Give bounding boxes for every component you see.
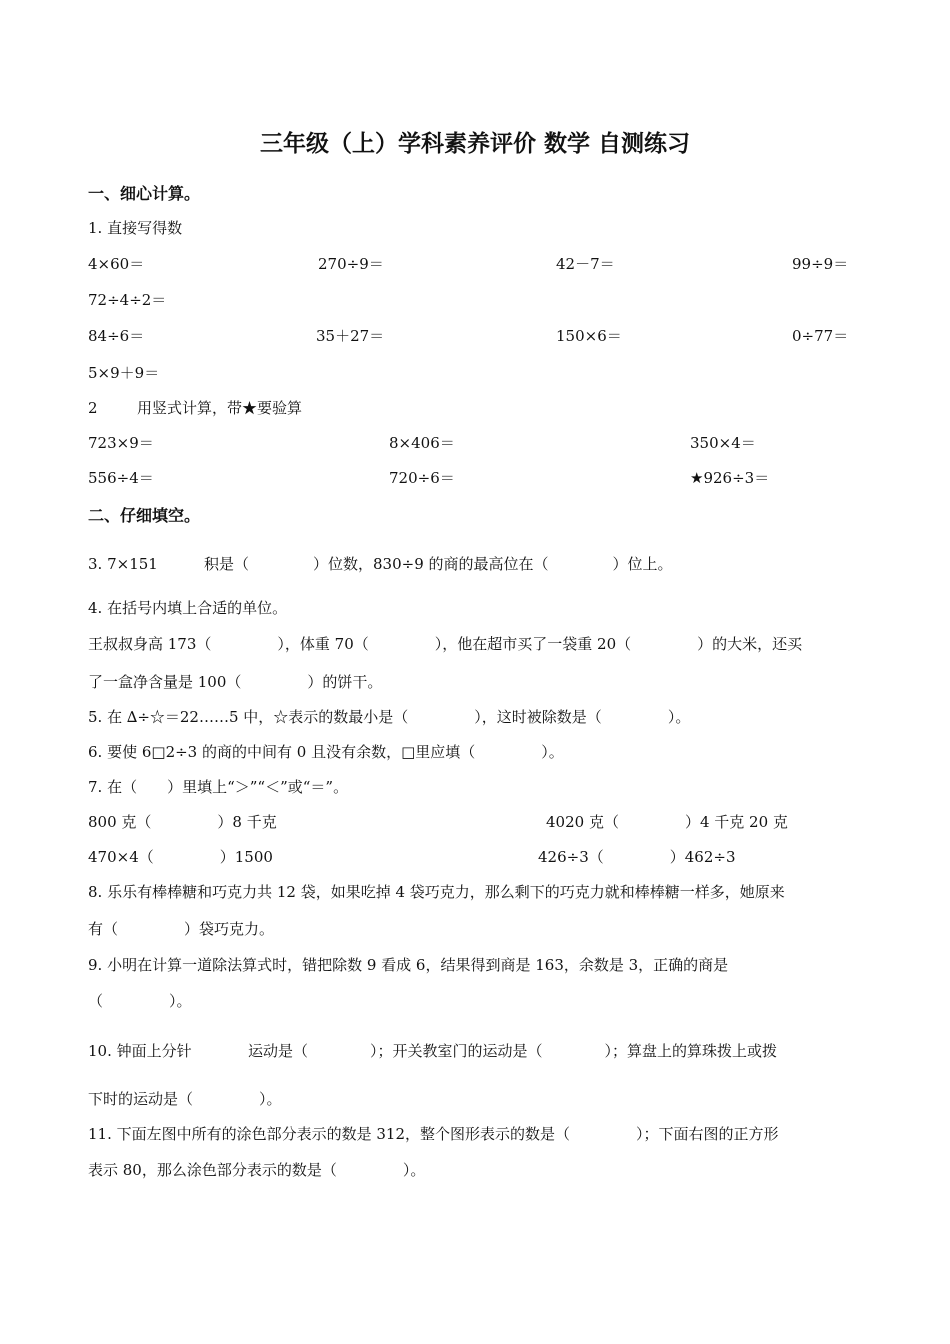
q3-part: ）位数，830÷9 的商的最高位在（ xyxy=(313,555,549,573)
calc-item: 0÷77＝ xyxy=(792,327,849,345)
q4-part: 了一盒净含量是 100（ xyxy=(88,673,242,691)
calc-item: 270÷9＝ xyxy=(318,255,384,273)
vertical-calc-item: 723×9＝ xyxy=(88,434,154,452)
q11-part: ）。 xyxy=(402,1161,426,1179)
q9-part: ）。 xyxy=(169,992,192,1010)
calc-item: 42－7＝ xyxy=(556,255,615,273)
vertical-calc-item: 350×4＝ xyxy=(690,434,756,452)
q11-part: 表示 80，那么涂色部分表示的数是（ xyxy=(88,1161,337,1179)
q11-line2 xyxy=(88,1160,425,1180)
q4-part: ）的饼干。 xyxy=(307,673,383,691)
q4-part: ）的大米，还买 xyxy=(697,635,803,653)
q11-line1 xyxy=(88,1124,779,1144)
q1-label: 1. 直接写得数 xyxy=(88,219,183,237)
calc-item: 4×60＝ xyxy=(88,255,145,273)
calc-item: 35＋27＝ xyxy=(316,327,385,345)
q10-part: ）。 xyxy=(259,1090,282,1108)
q7-part: ）4 千克 20 克 xyxy=(684,813,788,831)
q8-line2 xyxy=(88,919,274,939)
q4-label: 4. 在括号内填上合适的单位。 xyxy=(88,599,288,617)
q9-line2 xyxy=(88,991,192,1011)
q7-part: ）8 千克 xyxy=(217,813,277,831)
q4-line1 xyxy=(88,634,802,654)
q8-part: 有（ xyxy=(88,920,119,938)
q7-part: 4020 克（ xyxy=(546,813,619,831)
q10-part: 下时的运动是（ xyxy=(88,1090,194,1108)
q5-part: 5. 在 ∆÷☆＝22……5 中，☆表示的数最小是（ xyxy=(88,708,409,726)
q7-part: ）462÷3 xyxy=(669,848,736,866)
q7-part: ）1500 xyxy=(219,848,273,866)
q7-part: 426÷3（ xyxy=(538,848,604,866)
q8-line1: 8. 乐乐有棒棒糖和巧克力共 12 袋，如果吃掉 4 袋巧克力，那么剩下的巧克力就和棒棒糖一样多，她原来 xyxy=(88,883,785,901)
q6-part: ）。 xyxy=(541,743,564,761)
q3-part: 3. 7×151 xyxy=(88,555,158,573)
calc-item: 5×9＋9＝ xyxy=(88,364,160,382)
q3-part: 积是（ xyxy=(204,555,250,573)
q2-number: 2 xyxy=(88,399,98,417)
q7-part: 470×4（ xyxy=(88,848,154,866)
q3-part: ）位上。 xyxy=(612,555,673,573)
q5-text xyxy=(88,707,690,727)
vertical-calc-item: 8×406＝ xyxy=(389,434,455,452)
q2-label: 用竖式计算，带★要验算 xyxy=(137,399,303,417)
q10-part: ）；算盘上的算珠拨上或拨 xyxy=(604,1042,778,1060)
q3-text xyxy=(204,554,673,574)
calc-item: 99÷9＝ xyxy=(792,255,849,273)
q10-line2 xyxy=(88,1089,282,1109)
calc-item: 72÷4÷2＝ xyxy=(88,291,167,309)
q10-part: 运动是（ xyxy=(248,1042,309,1060)
q8-part: ）袋巧克力。 xyxy=(184,920,275,938)
q10-part: ）；开关教室门的运动是（ xyxy=(370,1042,543,1060)
q6-text xyxy=(88,742,564,762)
q7-part: 800 克（ xyxy=(88,813,152,831)
q7-item xyxy=(88,847,273,867)
page-title: 三年级（上）学科素养评价 数学 自测练习 xyxy=(259,130,690,157)
q5-part: ）。 xyxy=(667,708,691,726)
calc-item: 84÷6＝ xyxy=(88,327,145,345)
section-heading-fill: 二、仔细填空。 xyxy=(88,506,201,525)
q7-label: 7. 在（ ）里填上“＞”“＜”或“＝”。 xyxy=(88,778,349,796)
q4-part: 王叔叔身高 173（ xyxy=(88,635,212,653)
q9-line1: 9. 小明在计算一道除法算式时，错把除数 9 看成 6，结果得到商是 163，余数是 3，正确的商是 xyxy=(88,956,729,974)
vertical-calc-item: 720÷6＝ xyxy=(389,469,455,487)
q11-part: 11. 下面左图中所有的涂色部分表示的数是 312，整个图形表示的数是（ xyxy=(88,1125,571,1143)
q9-part: （ xyxy=(88,992,104,1010)
calc-item: 150×6＝ xyxy=(556,327,622,345)
q4-part: ），体重 70（ xyxy=(277,635,369,653)
q5-part: ），这时被除数是（ xyxy=(474,708,602,726)
q10-text xyxy=(248,1041,777,1061)
q7-item xyxy=(88,812,277,832)
q10-part: 10. 钟面上分针 xyxy=(88,1042,192,1060)
q6-part: 6. 要使 6□2÷3 的商的中间有 0 且没有余数，□里应填（ xyxy=(88,743,476,761)
q4-line2 xyxy=(88,672,382,692)
vertical-calc-item: 556÷4＝ xyxy=(88,469,154,487)
q11-part: ）；下面右图的正方形 xyxy=(636,1125,779,1143)
q7-item xyxy=(546,812,788,832)
q4-part: ），他在超市买了一袋重 20（ xyxy=(434,635,632,653)
q7-item xyxy=(538,847,736,867)
vertical-calc-item: ★926÷3＝ xyxy=(690,469,770,487)
section-heading-calc: 一、细心计算。 xyxy=(88,184,201,203)
